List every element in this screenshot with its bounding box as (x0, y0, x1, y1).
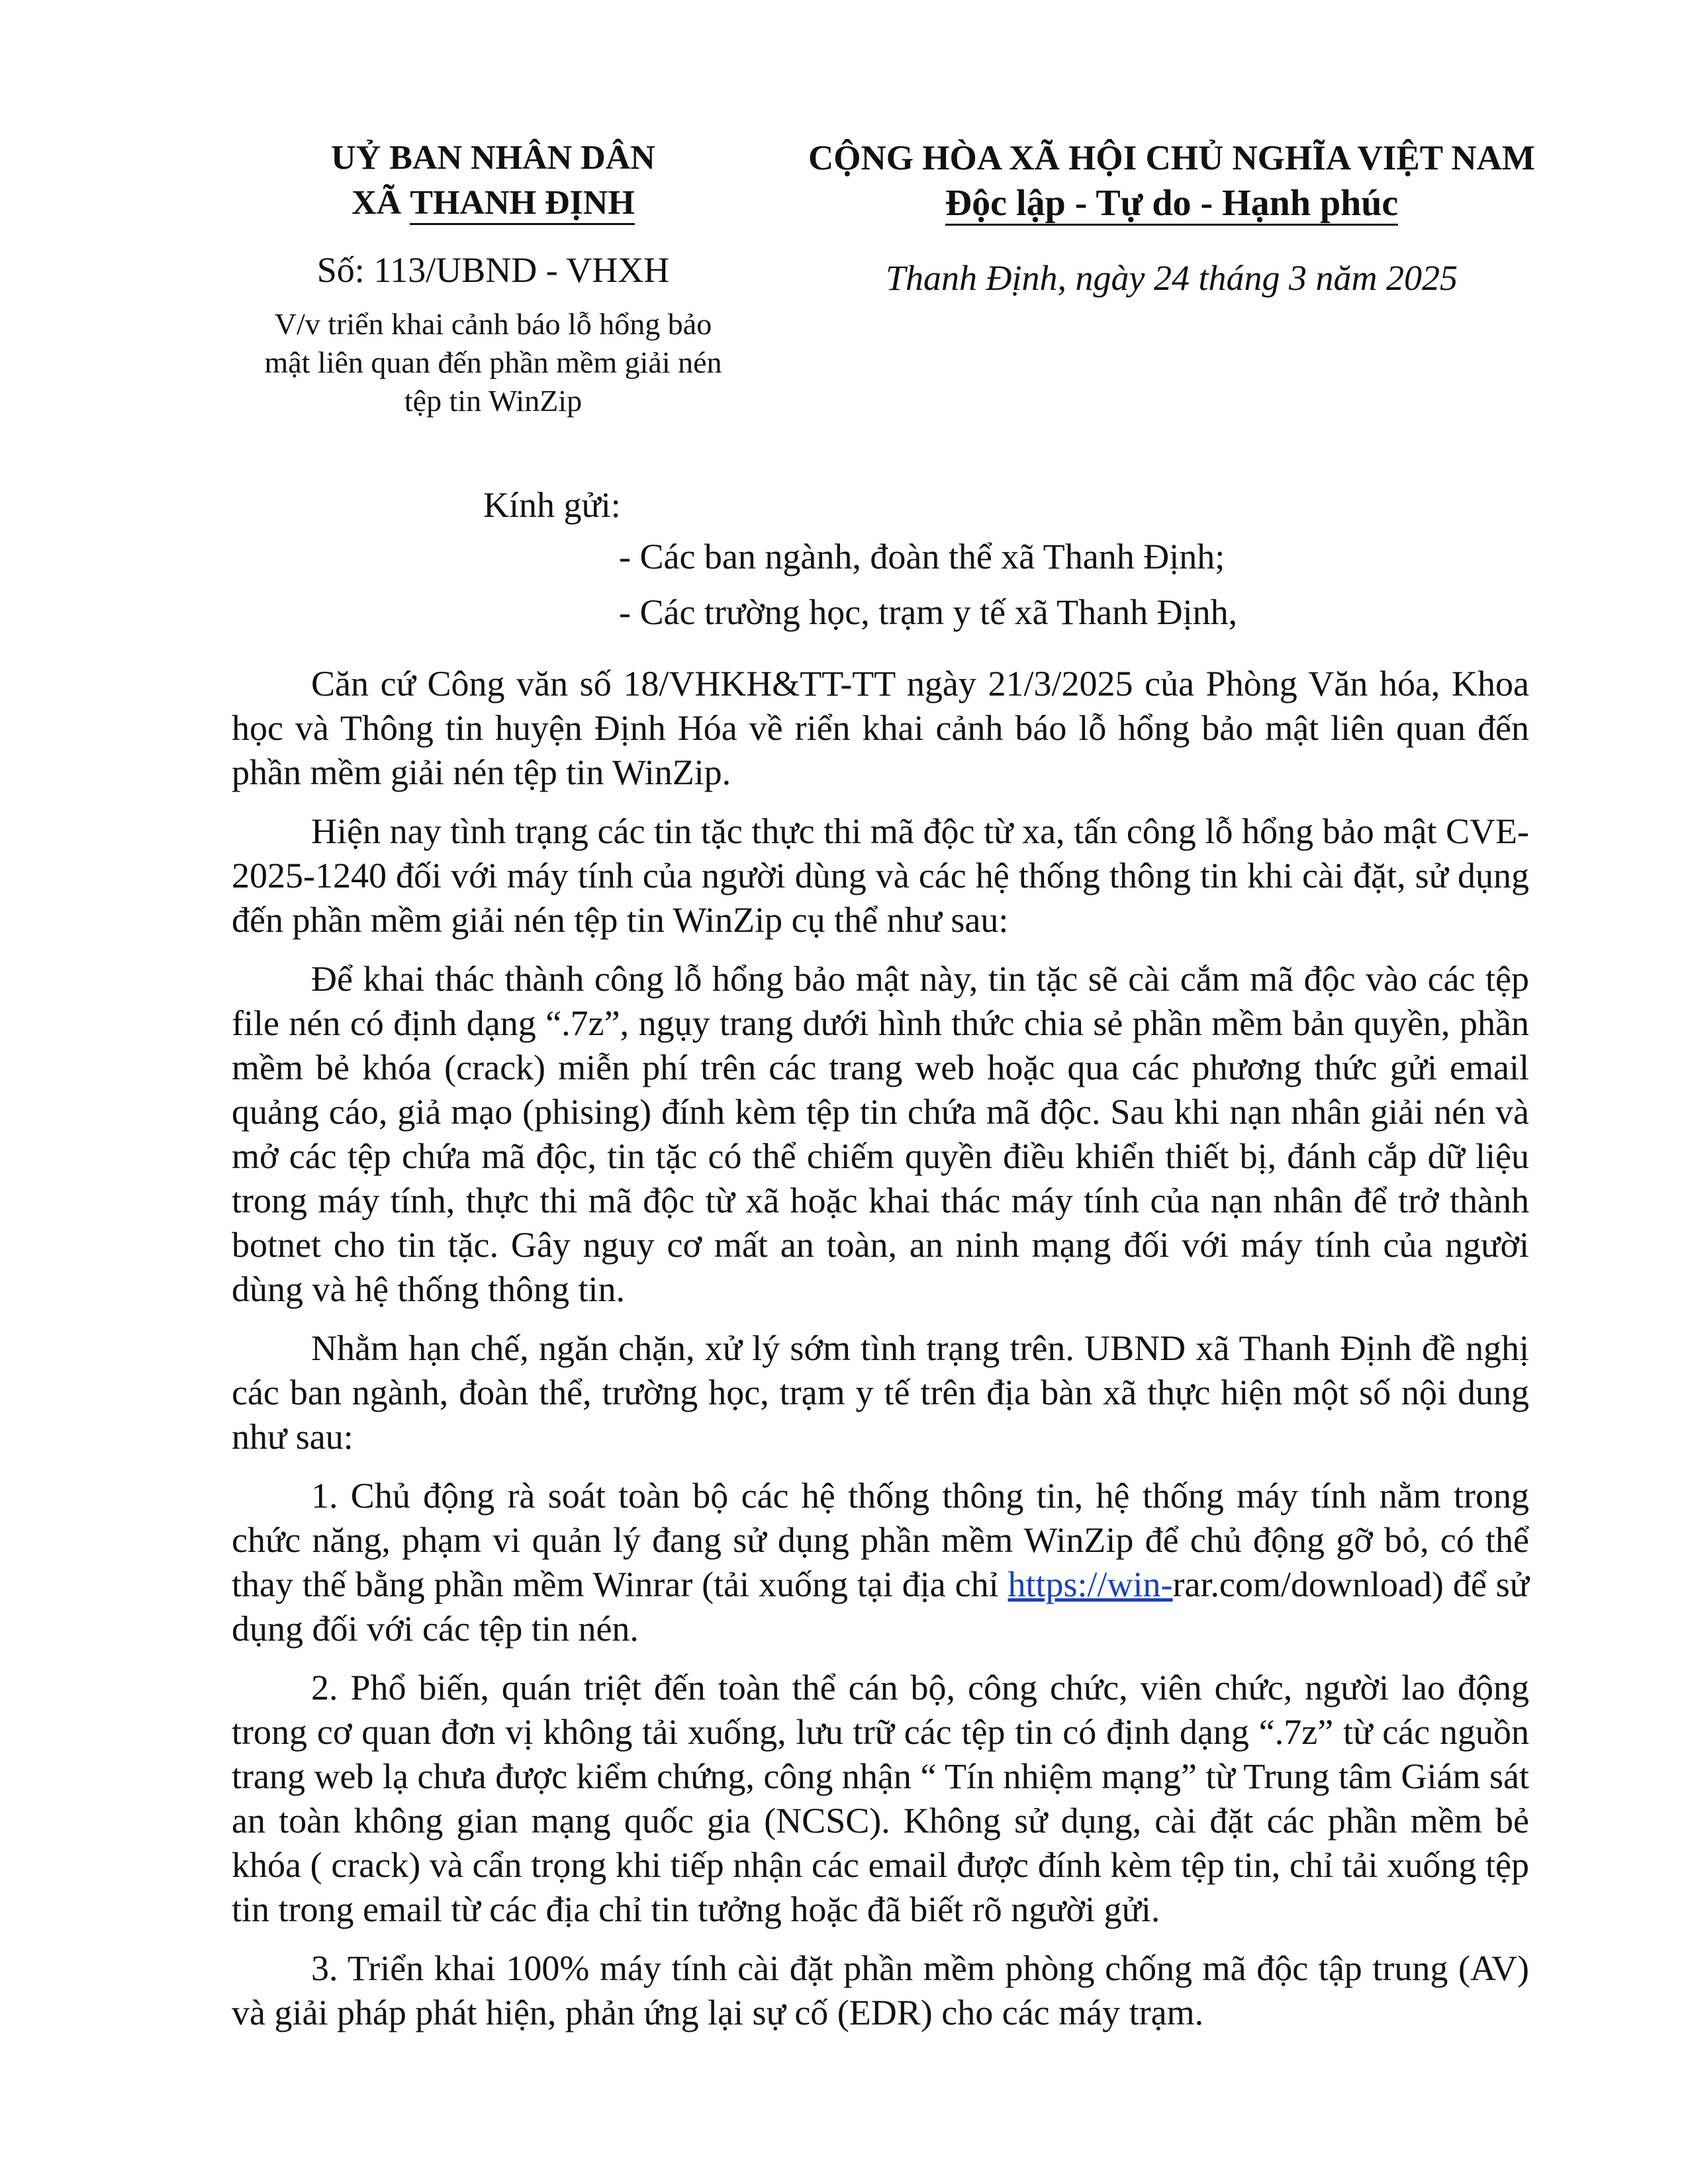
body-paragraph: Căn cứ Công văn số 18/VHKH&TT-TT ngày 21/3/2025 của Phòng Văn hóa, Khoa học và Thông tin huyện Định Hóa về riển khai cảnh báo lỗ hổng bảo mật liên quan đến phần mềm giải nén tệp tin WinZip. (232, 664, 1529, 792)
motto-text: Độc lập - Tự do - Hạnh phúc (945, 183, 1399, 226)
body-paragraph: Hiện nay tình trạng các tin tặc thực thi mã độc từ xa, tấn công lỗ hổng bảo mật CVE-2025-1240 đối với máy tính của người dùng và các hệ thống thông tin khi cài đặt, sử dụng đến phần mềm giải nén tệp tin WinZip cụ thể như sau: (232, 811, 1529, 940)
national-header (781, 136, 1562, 301)
document-subject (225, 305, 761, 420)
body-paragraph: Nhằm hạn chế, ngăn chặn, xử lý sớm tình trạng trên. UBND xã Thanh Định đề nghị các ban ngành, đoàn thể, trường học, trạm y tế trên địa bàn xã thực hiện một số nội dung như sau: (232, 1328, 1529, 1457)
issuer-org-prefix: XÃ (352, 184, 410, 222)
date-day: 24 (1154, 258, 1190, 298)
item-1-text-before: 1. Chủ động rà soát toàn bộ các hệ thống thông tin, hệ thống máy tính nằm trong chức năng, phạm vi quản lý đang sử dụng phần mềm WinZip để chủ động gỡ bỏ, có thể thay thế bằng phần mềm Winrar (tải xuống tại địa chỉ (232, 1476, 1529, 1604)
body-paragraph: Để khai thác thành công lỗ hổng bảo mật này, tin tặc sẽ cài cắm mã độc vào các tệp file nén có định dạng “.7z”, ngụy trang dưới hình thức chia sẻ phần mềm bản quyền, phần mềm bẻ khóa (crack) miễn phí trên các trang web hoặc qua các phương thức gửi email quảng cáo, giả mạo (phising) đính kèm tệp tin chứa mã độc. Sau khi nạn nhân giải nén và mở các tệp chứa mã độc, tin tặc có thể chiếm quyền điều khiển thiết bị, đánh cắp dữ liệu trong máy tính, thực thi mã độc từ xã hoặc khai thác máy tính của nạn nhân để trở thành botnet cho tin tặc. Gây nguy cơ mất an toàn, an ninh mạng đối với máy tính của người dùng và hệ thống thông tin. (232, 959, 1529, 1309)
issuer-block (225, 136, 761, 420)
body-paragraph-item-3: 3. Triển khai 100% máy tính cài đặt phần mềm phòng chống mã độc tập trung (AV) và giải pháp phát hiện, phản ứng lại sự cố (EDR) cho các máy trạm. (232, 1948, 1529, 2032)
body-paragraph-item-1 (232, 1474, 1529, 1651)
subject-line: V/v triển khai cảnh báo lỗ hổng bảo (274, 307, 712, 341)
recipient-item: - Các ban ngành, đoàn thể xã Thanh Định; (619, 537, 1225, 576)
subject-line: mật liên quan đến phần mềm giải nén (264, 345, 722, 379)
date-prefix: Thanh Định, ngày (886, 258, 1154, 298)
subject-line: tệp tin WinZip (404, 384, 583, 418)
body-paragraph-item-2: 2. Phổ biến, quán triệt đến toàn thể cán bộ, công chức, viên chức, người lao động trong cơ quan đơn vị không tải xuống, lưu trữ các tệp tin có định dạng “.7z” từ các nguồn trang web lạ chưa được kiểm chứng, công nhận “ Tín nhiệm mạng” từ Trung tâm Giám sát an toàn không gian mạng quốc gia (NCSC). Không sử dụng, cài đặt các phần mềm bẻ khóa ( crack) và cẩn trọng khi tiếp nhận các email được đính kèm tệp tin, chỉ tải xuống tệp tin trong email từ các địa chỉ tin tưởng hoặc đã biết rõ người gửi. (232, 1668, 1529, 1929)
item-1-text-after: rar.com/download) để sử dụng đối với các tệp tin nén. (232, 1565, 1529, 1649)
motto-line (781, 181, 1562, 226)
date-suffix: tháng 3 năm 2025 (1190, 258, 1458, 298)
document-number-prefix: Số: (316, 250, 374, 290)
issuer-org-line2 (225, 181, 761, 226)
nation-title: CỘNG HÒA XÃ HỘI CHỦ NGHĨA VIỆT NAM (808, 139, 1535, 177)
issuer-org-line1: UỶ BAN NHÂN DÂN (331, 139, 655, 177)
recipient-item: - Các trường học, trạm y tế xã Thanh Định, (619, 592, 1238, 632)
document-number-suffix: /UBND - VHXH (426, 250, 670, 290)
document-number-value: 113 (373, 250, 426, 290)
place-date-line (781, 255, 1562, 301)
winrar-download-link[interactable]: https://win- (1008, 1565, 1173, 1604)
recipients-greeting: Kính gửi: (483, 485, 621, 525)
document-number (225, 247, 761, 293)
issuer-org-name: THANH ĐỊNH (410, 183, 634, 225)
document-body (232, 662, 1529, 2050)
